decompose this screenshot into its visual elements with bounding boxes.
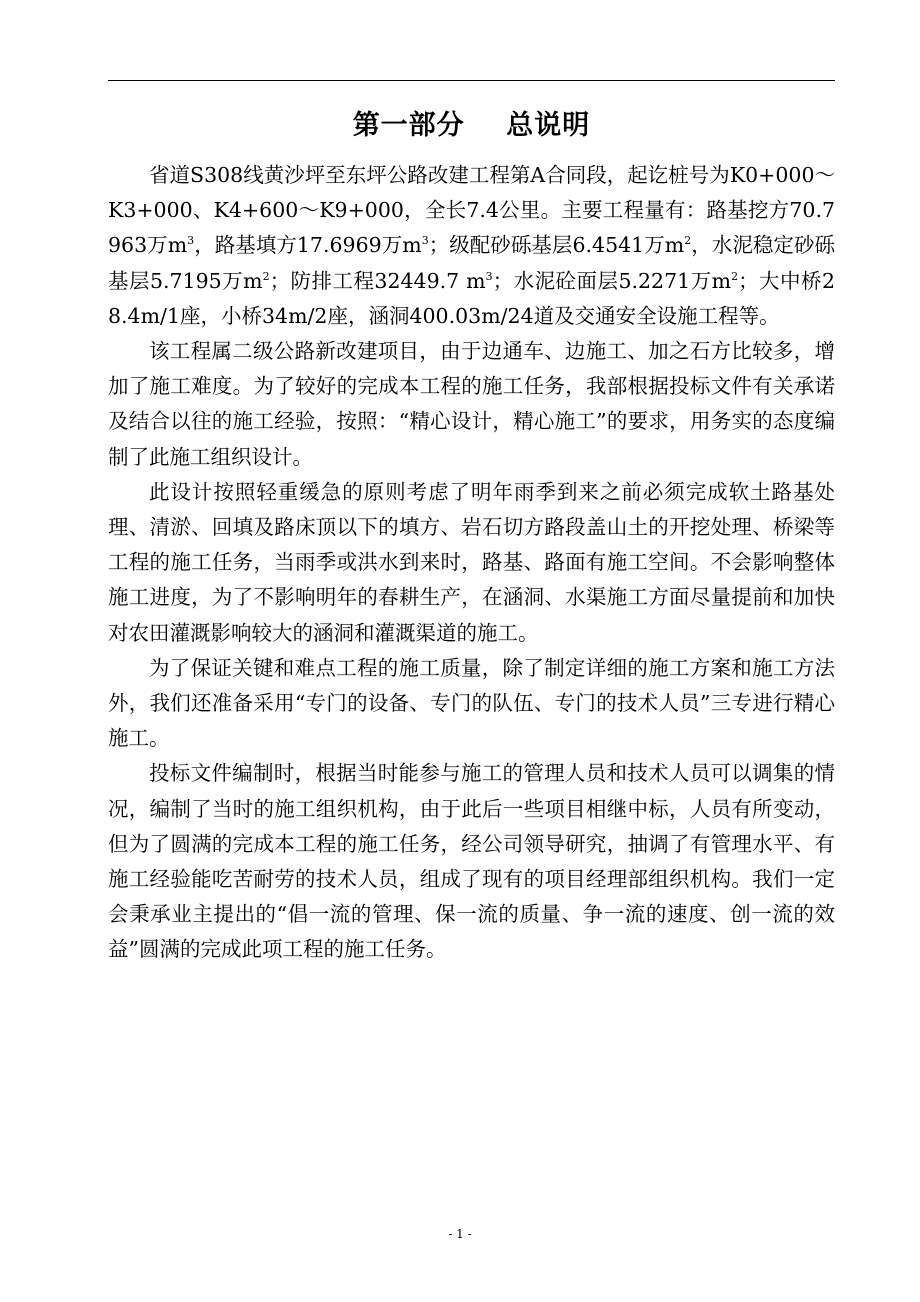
body-text bbox=[108, 158, 835, 968]
unit-exponent: 2 bbox=[731, 269, 739, 283]
unit-exponent: 2 bbox=[262, 269, 270, 283]
unit-exponent: 3 bbox=[187, 234, 195, 248]
page-number: - 1 - bbox=[448, 1227, 472, 1241]
section-title: 第一部分 总说明 bbox=[352, 110, 591, 141]
unit-exponent: 2 bbox=[684, 234, 692, 248]
header-rule bbox=[108, 80, 835, 81]
paragraph-project-overview: 省道S308线黄沙坪至东坪公路改建工程第A合同段，起讫桩号为K0+000～K3+000、K4+600～K9+000，全长7.4公里。主要工程量有：路基挖方70.7963万$m^3$，路基填方17.6969万$m^3$；级配砂砾基层6.4541万$m^2$，水泥稳定砂砾基层5.7195万$m^2$；防排工程32449.7 $m^3$；水泥砼面层5.2271万$m^2$；大中桥28.4m/1座，小桥34m/2座，涵洞400.03m/24道及交通安全设施工程等。 bbox=[108, 163, 836, 328]
unit-exponent: 3 bbox=[421, 234, 429, 248]
paragraph-project-difficulty: 该工程属二级公路新改建项目，由于边通车、边施工、加之石方比较多，增加了施工难度。为了较好的完成本工程的施工任务，我部根据投标文件有关承诺及结合以往的施工经验，按照：“精心设计，精心施工”的要求，用务实的态度编制了此施工组织设计。 bbox=[108, 339, 835, 469]
paragraph-organization: 投标文件编制时，根据当时能参与施工的管理人员和技术人员可以调集的情况，编制了当时的施工组织机构，由于此后一些项目相继中标，人员有所变动，但为了圆满的完成本工程的施工任务，经公司领导研究，抽调了有管理水平、有施工经验能吃苦耐劳的技术人员，组成了现有的项目经理部组织机构。我们一定会秉承业主提出的“倡一流的管理、保一流的质量、争一流的速度、创一流的效益”圆满的完成此项工程的施工任务。 bbox=[108, 761, 835, 962]
paragraph-schedule-principle: 此设计按照轻重缓急的原则考虑了明年雨季到来之前必须完成软土路基处理、清淤、回填及路床顶以下的填方、岩石切方路段盖山土的开挖处理、桥梁等工程的施工任务，当雨季或洪水到来时，路基、路面有施工空间。不会影响整体施工进度，为了不影响明年的春耕生产，在涵洞、水渠施工方面尽量提前和加快对农田灌溉影响较大的涵洞和灌溉渠道的施工。 bbox=[108, 479, 835, 645]
unit-exponent: 3 bbox=[485, 269, 493, 283]
paragraph-quality-assurance: 为了保证关键和难点工程的施工质量，除了制定详细的施工方案和施工方法外，我们还准备采用“专门的设备、专门的队伍、专门的技术人员”三专进行精心施工。 bbox=[108, 655, 835, 751]
